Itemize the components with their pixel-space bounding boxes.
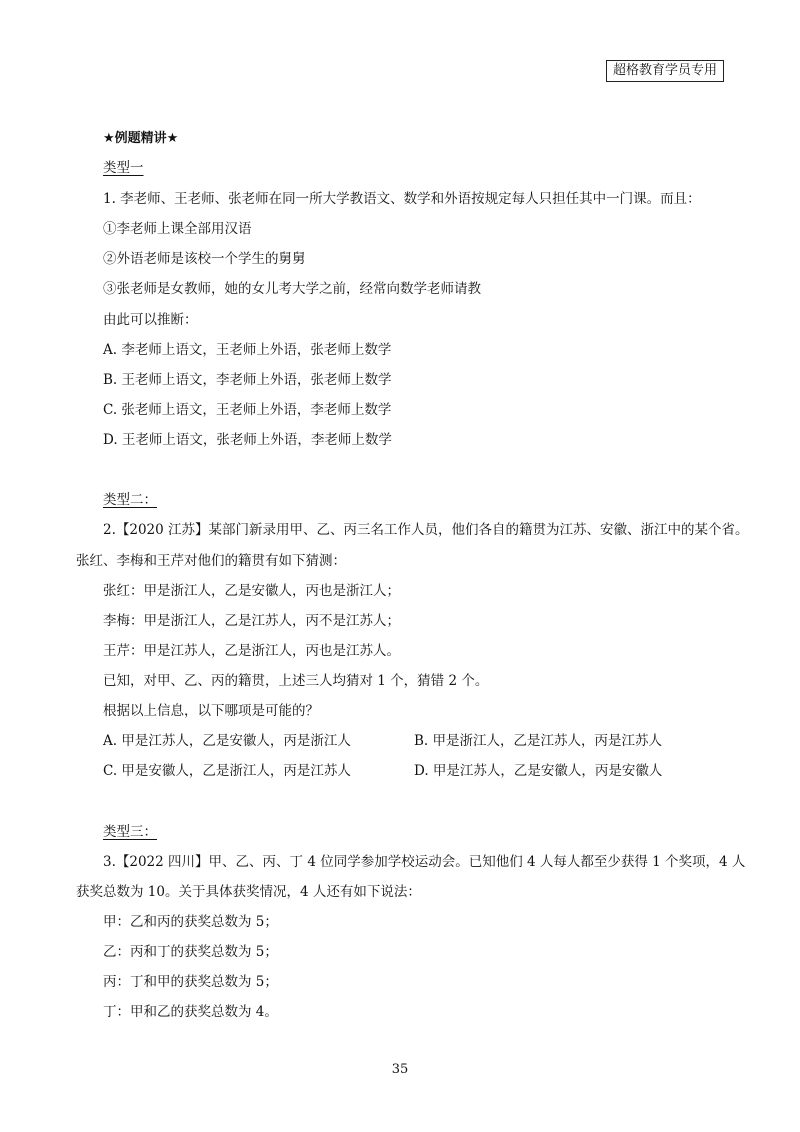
- type2-guess: 张红：甲是浙江人，乙是安徽人，丙也是浙江人；: [103, 583, 400, 599]
- type3-statement: 丁：甲和乙的获奖总数为 4。: [103, 1004, 278, 1020]
- type1-question: 1. 李老师、王老师、张老师在同一所大学教语文、数学和外语按规定每人只担任其中一门课。而且：: [103, 191, 701, 207]
- type2-option-a: A. 甲是江苏人，乙是安徽人，丙是浙江人: [103, 733, 351, 749]
- type1-option-b: B. 王老师上语文，李老师上外语，张老师上数学: [103, 372, 392, 388]
- type2-label: 类型二：: [103, 492, 157, 508]
- type2-known: 已知，对甲、乙、丙的籍贯，上述三人均猜对 1 个，猜错 2 个。: [103, 673, 489, 689]
- type3-label: 类型三：: [103, 824, 157, 840]
- type2-guess: 李梅：甲是浙江人，乙是江苏人，丙不是江苏人；: [103, 613, 400, 629]
- type2-question-line2: 张红、李梅和王芹对他们的籍贯有如下猜测：: [76, 553, 346, 569]
- type3-statement: 甲：乙和丙的获奖总数为 5；: [103, 914, 278, 930]
- type1-option-a: A. 李老师上语文，王老师上外语，张老师上数学: [103, 342, 392, 358]
- type2-option-c: C. 甲是安徽人，乙是浙江人，丙是江苏人: [103, 763, 351, 779]
- type2-option-d: D. 甲是江苏人，乙是安徽人，丙是安徽人: [414, 763, 663, 779]
- type3-statement: 乙：丙和丁的获奖总数为 5；: [103, 944, 278, 960]
- type1-label: 类型一: [103, 160, 144, 176]
- type1-condition: ①李老师上课全部用汉语: [103, 221, 252, 237]
- type2-question-line1: 2.【2020 江苏】某部门新录用甲、乙、丙三名工作人员，他们各自的籍贯为江苏、安徽、浙江中的某个省。: [103, 522, 749, 538]
- page-number: 35: [391, 1062, 409, 1077]
- type2-guess: 王芹：甲是江苏人，乙是浙江人，丙也是江苏人。: [103, 643, 400, 659]
- type2-prompt: 根据以上信息，以下哪项是可能的？: [103, 703, 319, 719]
- type1-condition: ③张老师是女教师，她的女儿考大学之前，经常向数学老师请教: [103, 281, 481, 297]
- type2-option-b: B. 甲是浙江人，乙是江苏人，丙是江苏人: [414, 733, 663, 749]
- type3-question-line2: 获奖总数为 10。关于具体获奖情况，4 人还有如下说法：: [76, 884, 421, 900]
- type3-question-line1: 3.【2022 四川】甲、乙、丙、丁 4 位同学参加学校运动会。已知他们 4 人每人都至少获得 1 个奖项，4 人: [103, 854, 746, 870]
- section-title: ★例题精讲★: [103, 131, 179, 146]
- header-badge: 超格教育学员专用: [606, 60, 724, 82]
- type1-condition: ②外语老师是该校一个学生的舅舅: [103, 251, 306, 267]
- type1-option-d: D. 王老师上语文，张老师上外语，李老师上数学: [103, 432, 392, 448]
- type3-statement: 丙：丁和甲的获奖总数为 5；: [103, 974, 278, 990]
- type1-option-c: C. 张老师上语文，王老师上外语，李老师上数学: [103, 402, 392, 418]
- type1-prompt: 由此可以推断：: [103, 312, 198, 328]
